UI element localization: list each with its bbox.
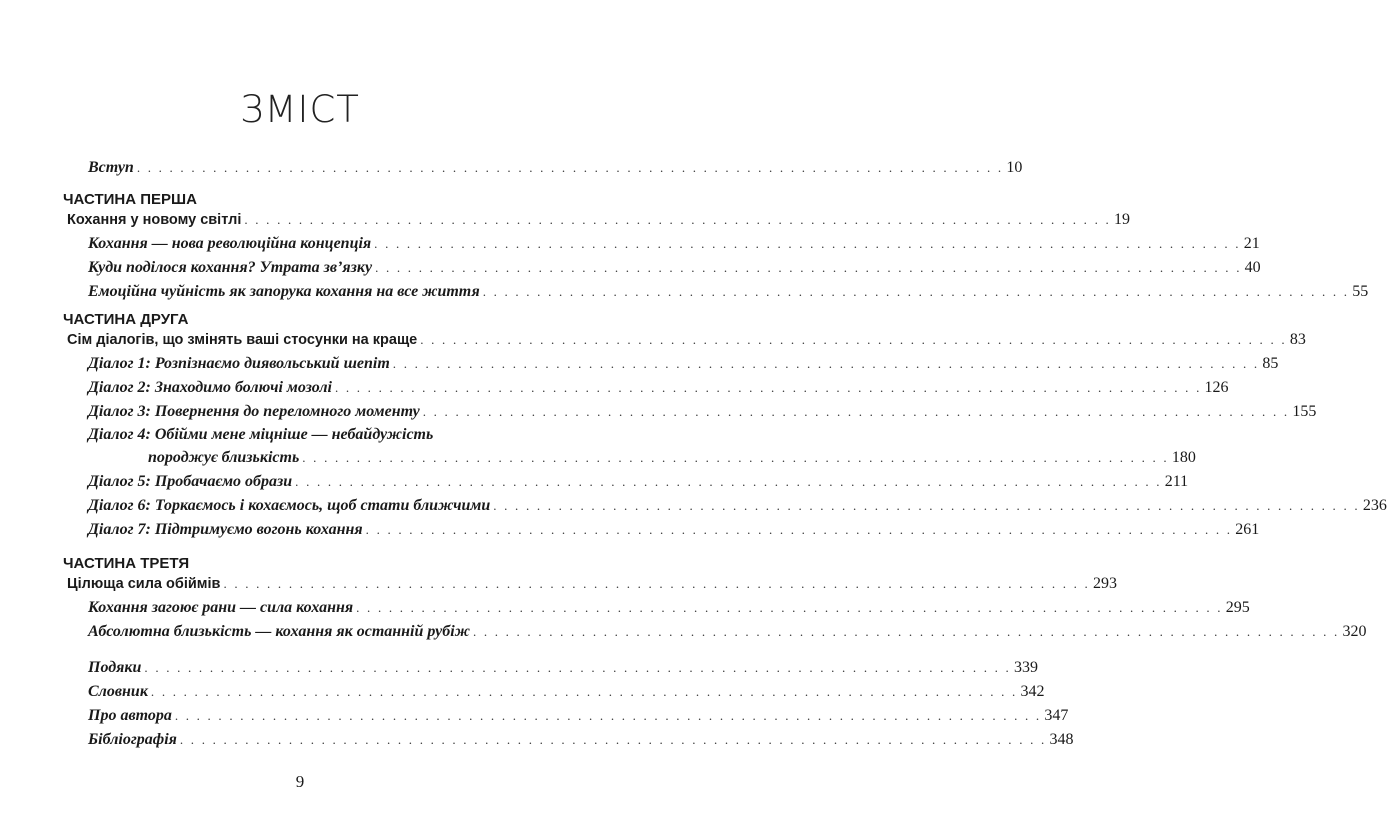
- entry-title: Кохання загоює рани — сила кохання: [88, 599, 354, 616]
- part-heading: [63, 553, 189, 575]
- toc-entry: [88, 424, 433, 446]
- entry-page-number: 348: [1049, 731, 1074, 748]
- entry-page-number: 211: [1164, 473, 1189, 490]
- dot-leader: . . . . . . . . . . . . . . . . . . . . . . . . . . . . . . . . . . . . . . . . . . . . . . . . . . . . . . . . . . . . . . . . . . . . . . . . . . . . . . . .: [174, 708, 1042, 723]
- toc-entry: [88, 281, 1369, 303]
- entry-page-number: 295: [1225, 599, 1250, 616]
- toc-entry: [88, 597, 1250, 619]
- toc-entry: [88, 657, 1038, 679]
- toc-entry: [88, 621, 1367, 643]
- entry-title: Куди поділося кохання? Утрата зв’язку: [88, 259, 373, 276]
- toc-entry: [67, 209, 1130, 231]
- toc-entry: [88, 233, 1260, 255]
- entry-title: Діалог 5: Пробачаємо образи: [88, 473, 293, 490]
- toc-entry: [88, 471, 1189, 493]
- dot-leader: . . . . . . . . . . . . . . . . . . . . . . . . . . . . . . . . . . . . . . . . . . . . . . . . . . . . . . . . . . . . . . . . . . . . . . . . . . . . . . . .: [422, 404, 1290, 419]
- dot-leader: . . . . . . . . . . . . . . . . . . . . . . . . . . . . . . . . . . . . . . . . . . . . . . . . . . . . . . . . . . . . . . . . . . . . . . . . . . . . . . . .: [136, 160, 1004, 175]
- dot-leader: . . . . . . . . . . . . . . . . . . . . . . . . . . . . . . . . . . . . . . . . . . . . . . . . . . . . . . . . . . . . . . . . . . . . . . . . . . . . . . . .: [392, 356, 1260, 371]
- entry-page-number: 320: [1342, 623, 1367, 640]
- entry-title: Сім діалогів, що змінять ваші стосунки на краще: [67, 332, 418, 348]
- entry-page-number: 10: [1006, 159, 1023, 176]
- entry-title: ЧАСТИНА ДРУГА: [63, 311, 189, 328]
- entry-page-number: 83: [1289, 331, 1306, 348]
- toc-entry: [88, 729, 1074, 751]
- toc-entry: [88, 353, 1279, 375]
- dot-leader: . . . . . . . . . . . . . . . . . . . . . . . . . . . . . . . . . . . . . . . . . . . . . . . . . . . . . . . . . . . . . . . . . . . . . . . . . . . . . . . .: [375, 260, 1242, 275]
- entry-title: Діалог 7: Підтримуємо вогонь кохання: [88, 521, 363, 538]
- entry-title: Бібліографія: [88, 731, 177, 748]
- toc-entry: [67, 573, 1117, 595]
- toc-entry: [88, 377, 1229, 399]
- entry-page-number: 85: [1262, 355, 1279, 372]
- dot-leader: . . . . . . . . . . . . . . . . . . . . . . . . . . . . . . . . . . . . . . . . . . . . . . . . . . . . . . . . . . . . . . . . . . . . . . . . . . . . . . . .: [472, 624, 1340, 639]
- entry-page-number: 55: [1352, 283, 1369, 300]
- entry-title: ЧАСТИНА ТРЕТЯ: [63, 555, 190, 572]
- dot-leader: . . . . . . . . . . . . . . . . . . . . . . . . . . . . . . . . . . . . . . . . . . . . . . . . . . . . . . . . . . . . . . . . . . . . . . . . . . . . . . . .: [144, 660, 1011, 675]
- dot-leader: . . . . . . . . . . . . . . . . . . . . . . . . . . . . . . . . . . . . . . . . . . . . . . . . . . . . . . . . . . . . . . . . . . . . . . . . . . . . . . . .: [356, 600, 1223, 615]
- dot-leader: . . . . . . . . . . . . . . . . . . . . . . . . . . . . . . . . . . . . . . . . . . . . . . . . . . . . . . . . . . . . . . . . . . . . . . . . . . . . . . . .: [493, 498, 1360, 513]
- dot-leader: . . . . . . . . . . . . . . . . . . . . . . . . . . . . . . . . . . . . . . . . . . . . . . . . . . . . . . . . . . . . . . . . . . . . . . . . . . . . . . . .: [374, 236, 1241, 251]
- toc-entry: [88, 401, 1317, 423]
- toc-entry: [88, 681, 1045, 703]
- entry-page-number: 126: [1204, 379, 1229, 396]
- toc-entry: [88, 495, 1387, 517]
- toc-entry: [88, 705, 1069, 727]
- dot-leader: . . . . . . . . . . . . . . . . . . . . . . . . . . . . . . . . . . . . . . . . . . . . . . . . . . . . . . . . . . . . . . . . . . . . . . . . . . . . . . . .: [420, 332, 1287, 347]
- entry-title: Про автора: [88, 707, 172, 724]
- dot-leader: . . . . . . . . . . . . . . . . . . . . . . . . . . . . . . . . . . . . . . . . . . . . . . . . . . . . . . . . . . . . . . . . . . . . . . . . . . . . . . . .: [365, 522, 1233, 537]
- entry-page-number: 19: [1113, 211, 1130, 228]
- dot-leader: . . . . . . . . . . . . . . . . . . . . . . . . . . . . . . . . . . . . . . . . . . . . . . . . . . . . . . . . . . . . . . . . . . . . . . . . . . . . . . . .: [482, 284, 1350, 299]
- toc-entry: [88, 519, 1260, 541]
- entry-title: ЧАСТИНА ПЕРША: [63, 191, 197, 208]
- entry-title: Подяки: [88, 659, 142, 676]
- entry-page-number: 342: [1020, 683, 1045, 700]
- dot-leader: . . . . . . . . . . . . . . . . . . . . . . . . . . . . . . . . . . . . . . . . . . . . . . . . . . . . . . . . . . . . . . . . . . . . . . . . . . . . . . . .: [244, 212, 1111, 227]
- entry-title: породжує близькість: [148, 449, 300, 466]
- entry-page-number: 339: [1013, 659, 1038, 676]
- entry-title: Абсолютна близькість — кохання як останній рубіж: [88, 623, 470, 640]
- dot-leader: . . . . . . . . . . . . . . . . . . . . . . . . . . . . . . . . . . . . . . . . . . . . . . . . . . . . . . . . . . . . . . . . . . . . . . . . . . . . . . . .: [302, 450, 1169, 465]
- dot-leader: . . . . . . . . . . . . . . . . . . . . . . . . . . . . . . . . . . . . . . . . . . . . . . . . . . . . . . . . . . . . . . . . . . . . . . . . . . . . . . . .: [150, 684, 1018, 699]
- entry-title: Діалог 3: Повернення до переломного моменту: [88, 403, 420, 420]
- entry-title: Діалог 2: Знаходимо болючі мозолі: [88, 379, 332, 396]
- entry-title: Цілюща сила обіймів: [67, 576, 221, 592]
- entry-title: Кохання — нова революційна концепція: [88, 235, 372, 252]
- dot-leader: . . . . . . . . . . . . . . . . . . . . . . . . . . . . . . . . . . . . . . . . . . . . . . . . . . . . . . . . . . . . . . . . . . . . . . . . . . . . . . . .: [223, 576, 1090, 591]
- entry-page-number: 21: [1243, 235, 1260, 252]
- page-number: 9: [295, 772, 305, 791]
- toc-entry: [88, 157, 1023, 179]
- entry-title: Вступ: [88, 159, 134, 176]
- page-title: ЗМІСТ: [240, 88, 360, 131]
- entry-title: Кохання у новому світлі: [67, 212, 242, 228]
- dot-leader: . . . . . . . . . . . . . . . . . . . . . . . . . . . . . . . . . . . . . . . . . . . . . . . . . . . . . . . . . . . . . . . . . . . . . . . . . . . . . . . .: [334, 380, 1202, 395]
- entry-title: Діалог 4: Обійми мене міцніше — небайдужість: [88, 426, 434, 443]
- toc-entry: [148, 447, 1196, 469]
- toc-entry: [67, 329, 1306, 351]
- entry-title: Діалог 6: Торкаємось і кохаємось, щоб стати ближчими: [88, 497, 491, 514]
- dot-leader: . . . . . . . . . . . . . . . . . . . . . . . . . . . . . . . . . . . . . . . . . . . . . . . . . . . . . . . . . . . . . . . . . . . . . . . . . . . . . . . .: [295, 474, 1162, 489]
- entry-title: Емоційна чуйність як запорука кохання на все життя: [88, 283, 480, 300]
- entry-page-number: 40: [1244, 259, 1261, 276]
- entry-page-number: 347: [1044, 707, 1069, 724]
- entry-title: Словник: [88, 683, 148, 700]
- entry-page-number: 236: [1362, 497, 1387, 514]
- entry-page-number: 155: [1292, 403, 1317, 420]
- entry-title: Діалог 1: Розпізнаємо диявольський шепіт: [88, 355, 390, 372]
- part-heading: [63, 189, 197, 211]
- toc-entry: [88, 257, 1261, 279]
- entry-page-number: 293: [1093, 575, 1117, 592]
- entry-page-number: 261: [1235, 521, 1260, 538]
- dot-leader: . . . . . . . . . . . . . . . . . . . . . . . . . . . . . . . . . . . . . . . . . . . . . . . . . . . . . . . . . . . . . . . . . . . . . . . . . . . . . . . .: [179, 732, 1047, 747]
- entry-page-number: 180: [1171, 449, 1196, 466]
- part-heading: [63, 309, 188, 331]
